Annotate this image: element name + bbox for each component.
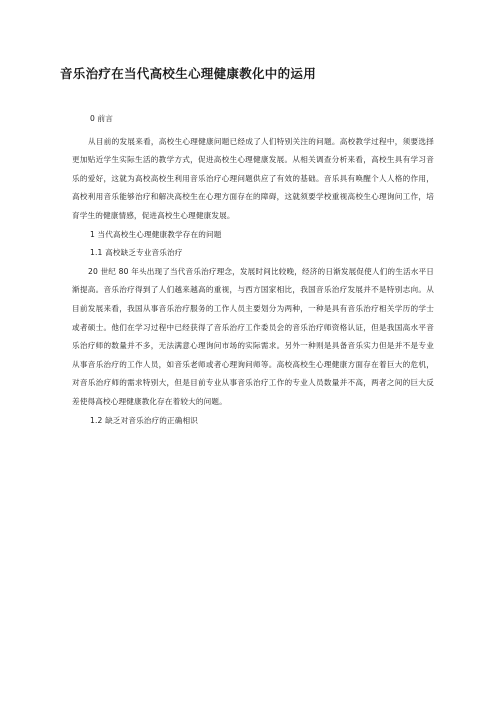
document-title: 音乐治疗在当代高校生心理健康教化中的运用: [60, 66, 317, 81]
section-heading-1-1: 1.1 高校缺乏专业音乐治疗: [90, 248, 183, 258]
section-heading-preface: 0 前言: [90, 114, 114, 123]
document-body: [72, 110, 434, 430]
section-heading-1: 1 当代高校生心理健康教学存在的问题: [90, 229, 222, 239]
section-heading-1-2: 1.2 缺乏对音乐治疗的正确相识: [90, 415, 199, 425]
paragraph-preface: 从目前的发展来看，高校生心理健康问题已经成了人们特别关注的问题。高校教学过程中，须要选择更加贴近学生实际生活的教学方式，促进高校生心理健康发展。从相关调查分析来看，高校生具有学习音乐的爱好，这就为高校高校生利用音乐治疗心理问题供应了有效的基础。音乐具有唤醒个人人格的作用，高校利用音乐能够治疗和解决高校生在心理方面存在的障碍，这就须要学校重视高校生心理询问工作，培育学生的健康情感，促进高校生心理健康发展。: [72, 136, 434, 220]
paragraph-1-1: 20 世纪 80 年头出现了当代音乐治疗理念，发展时间比较晚，经济的日渐发展促使人们的生活水平日渐提高。音乐治疗得到了人们越来越高的重视，与西方国家相比，我国音乐治疗发展并不是特别志向。从目前发展来看，我国从事音乐治疗服务的工作人员主要划分为两种，一种是具有音乐治疗相关学历的学士或者硕士。他们在学习过程中已经获得了音乐治疗工作委员会的音乐治疗师资格认证，但是我国高水平音乐治疗师的数量并不多，无法满意心理询问市场的实际需求。另外一种则是具备音乐实力但是并不是专业从事音乐治疗的工作人员，如音乐老师或者心理询问师等。高校高校生心理健康方面存在着巨大的危机，对音乐治疗师的需求特别大，但是目前专业从事音乐治疗工作的专业人员数量并不高，两者之间的巨大反差使得高校心理健康教化存在着较大的问题。: [72, 266, 434, 406]
